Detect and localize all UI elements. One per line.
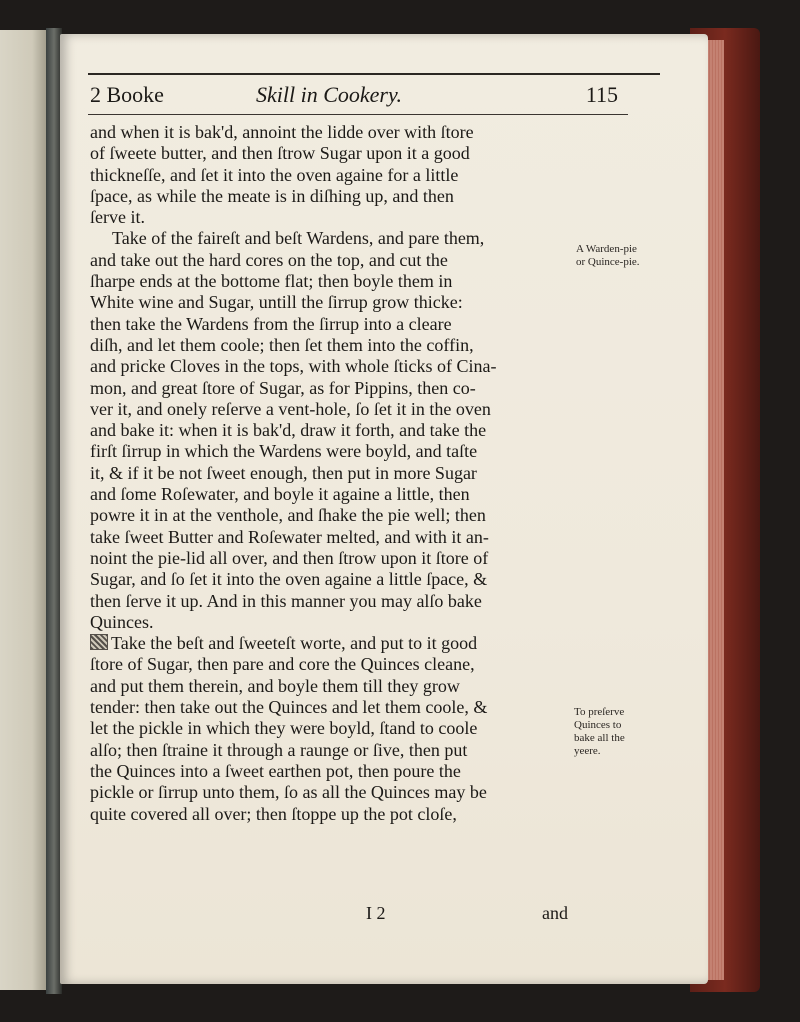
text-line <box>90 591 570 612</box>
catchword: and <box>542 903 568 923</box>
catchline <box>90 903 570 925</box>
text-line <box>90 463 570 484</box>
text-line-content: ſerve it. <box>90 207 145 228</box>
text-line-content: Take of the faireſt and beſt Wardens, and pare them, <box>112 228 485 249</box>
text-line <box>90 761 570 782</box>
text-line-content: Take the beſt and ſweeteſt worte, and put to it good <box>111 633 478 654</box>
text-line <box>90 378 570 399</box>
text-line <box>90 271 570 292</box>
running-head <box>88 80 660 110</box>
book-number: 2 Booke <box>90 82 164 107</box>
top-rule <box>88 73 660 75</box>
text-line-content: and bake it: when it is bak'd, draw it forth, and take the <box>90 420 487 441</box>
marginal-note-line: yeere. <box>574 745 601 757</box>
text-line <box>90 569 570 590</box>
text-line <box>90 740 570 761</box>
text-line <box>90 186 570 207</box>
text-line-content: firſt ſirrup in which the Wardens were boyld, and taſte <box>90 441 478 462</box>
body-text <box>90 122 570 825</box>
marginal-note-line: To preſerve <box>574 706 625 718</box>
text-line <box>90 612 570 633</box>
text-line <box>90 420 570 441</box>
text-line <box>90 228 570 249</box>
text-line-content: thickneſſe, and ſet it into the oven againe for a little <box>90 164 459 185</box>
marginal-note-line: or Quince-pie. <box>576 256 640 268</box>
text-line-content: Quinces. <box>90 611 154 632</box>
text-line-content: alſo; then ſtraine it through a raunge or ſive, then put <box>90 739 468 760</box>
text-line-content: and ſome Roſewater, and boyle it againe a little, then <box>90 484 470 505</box>
text-line <box>90 782 570 803</box>
page-number: 115 <box>585 82 618 107</box>
text-line-content: and take out the hard cores on the top, and cut the <box>90 249 448 270</box>
text-line-content: ſharpe ends at the bottome flat; then boyle them in <box>90 271 453 292</box>
text-line-content: White wine and Sugar, untill the ſirrup grow thicke: <box>90 292 463 313</box>
marginal-note-line: A Warden-pie <box>576 243 637 255</box>
text-line-content: Sugar, and ſo ſet it into the oven againe a little ſpace, & <box>90 569 488 590</box>
text-line-content: let the pickle in which they were boyld, ſtand to coole <box>90 718 478 739</box>
text-line <box>90 314 570 335</box>
text-line-content: then take the Wardens from the ſirrup into a cleare <box>90 313 452 334</box>
text-line <box>90 633 570 654</box>
text-line-content: and put them therein, and boyle them till they grow <box>90 675 460 696</box>
text-line-content: ſpace, as while the meate is in diſhing up, and then <box>90 185 454 206</box>
marginal-note-line: Quinces to <box>574 719 622 731</box>
text-line-content: pickle or ſirrup unto them, ſo as all the Quinces may be <box>90 782 487 803</box>
text-line <box>90 804 570 825</box>
text-line-content: ſtore of Sugar, then pare and core the Quinces cleane, <box>90 654 475 675</box>
text-line <box>90 654 570 675</box>
text-line-content: and pricke Cloves in the tops, with whole ſticks of Cina- <box>90 356 497 377</box>
text-line <box>90 484 570 505</box>
previous-page-edge <box>0 30 46 990</box>
text-line <box>90 207 570 228</box>
text-line <box>90 399 570 420</box>
text-line-content: the Quinces into a ſweet earthen pot, then poure the <box>90 760 461 781</box>
header-rule <box>88 114 628 115</box>
text-line <box>90 676 570 697</box>
text-line-content: of ſweete butter, and then ſtrow Sugar upon it a good <box>90 143 470 164</box>
text-line <box>90 143 570 164</box>
text-line-content: diſh, and let them coole; then ſet them into the coffin, <box>90 334 474 355</box>
text-line <box>90 122 570 143</box>
text-line-content: it, & if it be not ſweet enough, then put in more Sugar <box>90 462 477 483</box>
text-line <box>90 548 570 569</box>
text-line <box>90 505 570 526</box>
text-line <box>90 527 570 548</box>
previous-page-bleed-text <box>4 90 38 950</box>
marginal-note-line: bake all the <box>574 732 625 744</box>
text-line <box>90 165 570 186</box>
text-line-content: mon, and great ſtore of Sugar, as for Pippins, then co- <box>90 377 476 398</box>
text-line-content: ver it, and onely reſerve a vent-hole, ſo ſet it in the oven <box>90 398 491 419</box>
text-line-content: and when it is bak'd, annoint the lidde over with ſtore <box>90 122 474 142</box>
marginal-note-warden-pie <box>576 243 640 269</box>
text-line-content: quite covered all over; then ſtoppe up the pot cloſe, <box>90 803 457 824</box>
text-line <box>90 718 570 739</box>
text-line <box>90 335 570 356</box>
text-line <box>90 356 570 377</box>
text-line <box>90 697 570 718</box>
text-line <box>90 441 570 462</box>
text-line-content: take ſweet Butter and Roſewater melted, and with it an- <box>90 526 489 547</box>
marginal-note-preserve-quinces <box>574 706 625 758</box>
text-line <box>90 250 570 271</box>
text-line-content: noint the pie-lid all over, and then ſtrow upon it ſtore of <box>90 547 489 568</box>
ornament-icon <box>90 634 108 650</box>
text-line-content: tender: then take out the Quinces and let them coole, & <box>90 697 488 718</box>
signature-mark: I 2 <box>366 903 386 923</box>
text-line-content: powre it in at the venthole, and ſhake the pie well; then <box>90 505 486 526</box>
running-title: Skill in Cookery. <box>256 82 403 107</box>
text-line-content: then ſerve it up. And in this manner you may alſo bake <box>90 590 482 611</box>
text-line <box>90 292 570 313</box>
